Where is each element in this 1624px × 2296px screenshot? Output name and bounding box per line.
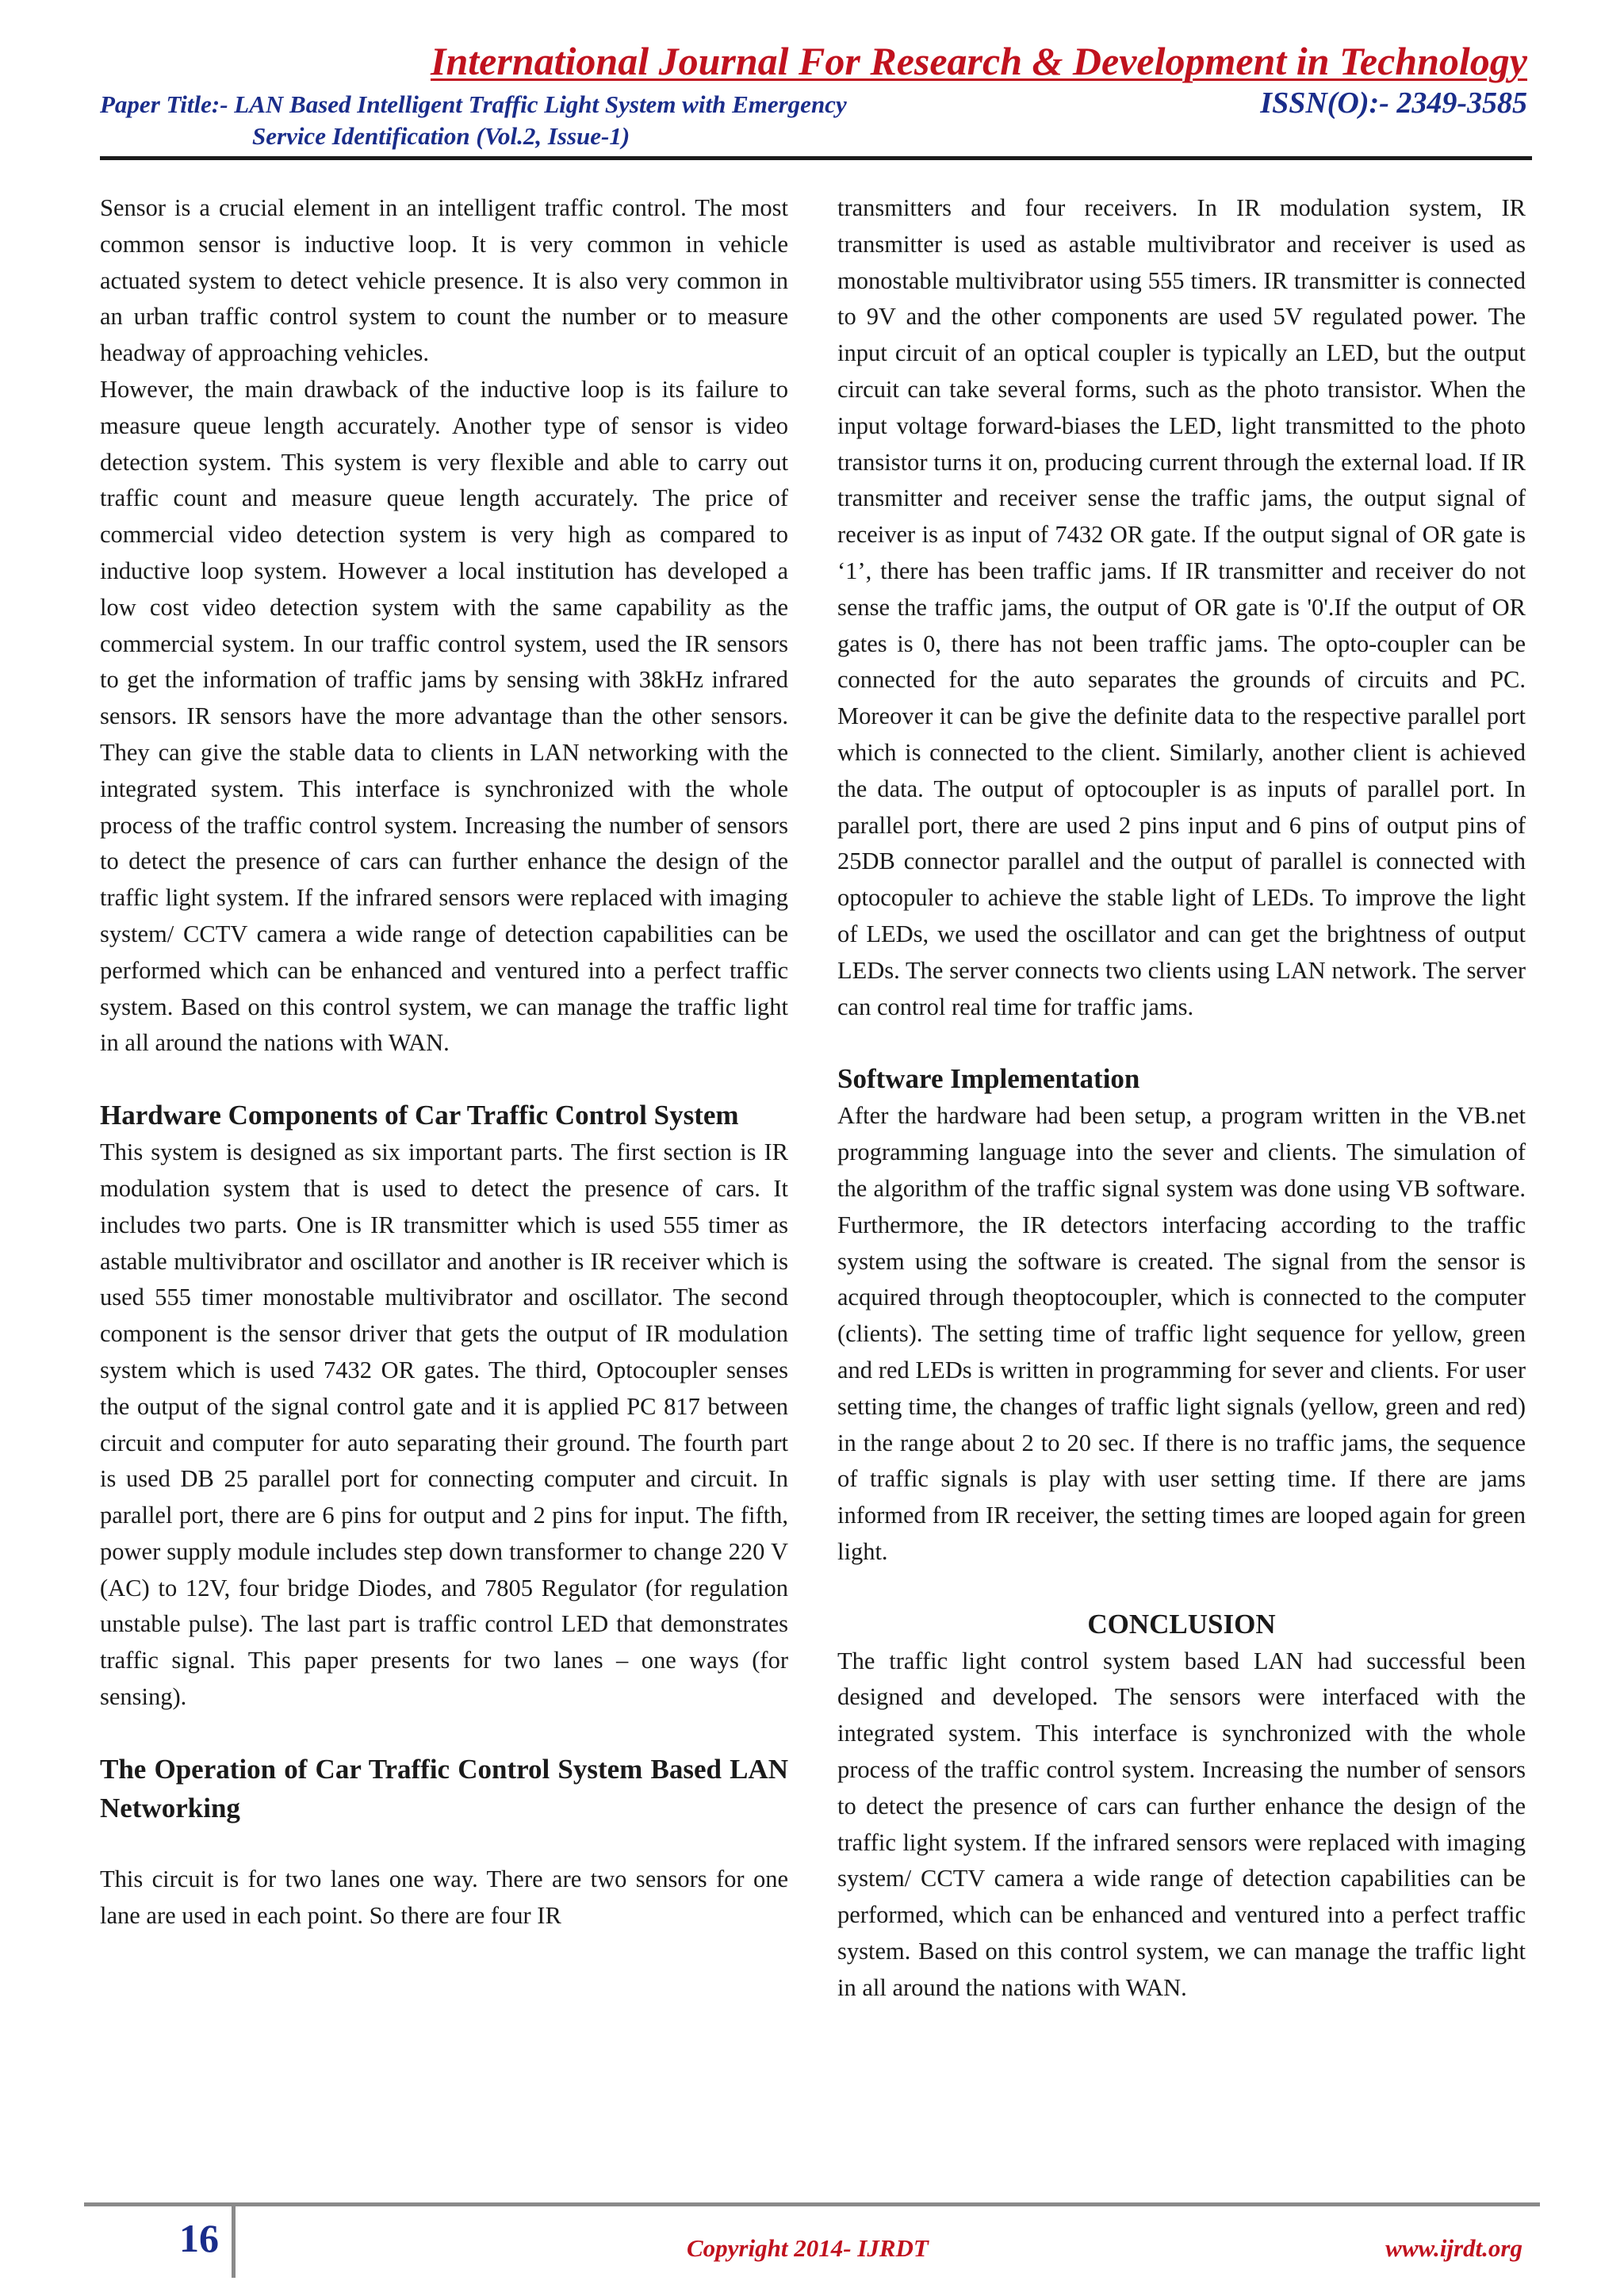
hardware-paragraph: This system is designed as six important parts. The first section is IR modulation system that is used to detect the presence of cars. It includes two parts. One is IR transmitter which is used 555 timer as astable multivibrator and oscillator and another is IR receiver which is used 555 timer monostable multivibrator and oscillator. The second component is the sensor driver that gets the output of IR modulation system which is used 7432 OR gates. The third, Optocoupler senses the output of the signal control gate and it is applied PC 817 between circuit and computer for auto separating their ground. The fourth part is used DB 25 parallel port for connecting computer and circuit. In parallel port, there are 6 pins for output and 2 pins for input. The fifth, power supply module includes step down transformer to change 220 V (AC) to 12V, four bridge Diodes, and 7805 Regulator (for regulation unstable pulse). The last part is traffic control LED that demonstrates traffic signal. This paper presents for two lanes – one ways (for sensing).: [100, 1138, 788, 1711]
copyright-text: Copyright 2014- IJRDT: [687, 2234, 929, 2262]
operation-heading: The Operation of Car Traffic Control System Based LAN Networking: [100, 1753, 788, 1823]
journal-title: International Journal For Research & Development in Technology: [430, 39, 1527, 83]
left-column: [100, 190, 788, 1934]
page-number: 16: [179, 2216, 219, 2260]
conclusion-paragraph: The traffic light control system based LAN had successful been designed and developed. The sensors were interfaced with the integrated system. This interface is synchronized with the whole process of the traffic control system. Increasing the number of sensors to detect the presence of cars can further enhance the design of the traffic light system. If the infrared sensors were replaced with imaging system/ CCTV camera a wide range of detection capabilities can be performed, which can be enhanced and ventured into a perfect traffic system. Based on this control system, we can manage the traffic light in all around the nations with WAN.: [837, 1647, 1526, 2001]
software-paragraph: After the hardware had been setup, a program written in the VB.net programming language into the sever and clients. The simulation of the algorithm of the traffic signal system was done using VB software. Furthermore, the IR detectors interfacing according to the traffic system using the software is created. The signal from the sensor is acquired through theoptocoupler, which is connected to the computer (clients). The setting time of traffic light sequence for yellow, green and red LEDs is written in programming for sever and clients. For user setting time, the changes of traffic light signals (yellow, green and red) in the range about 2 to 20 sec. If there is no traffic jams, the sequence of traffic signals is play with user setting time. If there are jams informed from IR receiver, the setting times are looped again for green light.: [837, 1102, 1526, 1565]
paper-title-line-1: Paper Title:- LAN Based Intelligent Traffic Light System with Emergency: [100, 90, 847, 118]
conclusion-heading: CONCLUSION: [1087, 1608, 1276, 1640]
intro-paragraph-1: Sensor is a crucial element in an intelligent traffic control. The most common sensor is inductive loop. It is very common in vehicle actuated system to detect vehicle presence. It is also very common in an urban traffic control system to count the number or to measure headway of approaching vehicles.: [100, 194, 788, 367]
issn-label: ISSN(O):- 2349-3585: [1260, 86, 1527, 120]
right-column: [837, 190, 1526, 2007]
footer-rule: [84, 2202, 1540, 2206]
header-rule: [100, 156, 1532, 160]
hardware-heading: Hardware Components of Car Traffic Control System: [100, 1100, 739, 1131]
operation-paragraph: This circuit is for two lanes one way. There are two sensors for one lane are used in each point. So there are four IR: [100, 1865, 788, 1929]
intro-paragraph-2: However, the main drawback of the inductive loop is its failure to measure queue length accurately. Another type of sensor is video detection system. This system is very flexible and able to carry out traffic count and measure queue length accurately. The price of commercial video detection system is very high as compared to inductive loop system. However a local institution has developed a low cost video detection system with the same capability as the commercial system. In our traffic control system, used the IR sensors to get the information of traffic jams by sensing with 38kHz infrared sensors. IR sensors have the more advantage than the other sensors. They can give the stable data to clients in LAN networking with the integrated system. This interface is synchronized with the whole process of the traffic control system. Increasing the number of sensors to detect the presence of cars can further enhance the design of the traffic light system. If the infrared sensors were replaced with imaging system/ CCTV camera a wide range of detection capabilities can be performed which can be enhanced and ventured into a perfect traffic system. Based on this control system, we can manage the traffic light in all around the nations with WAN.: [100, 375, 788, 1057]
software-heading: Software Implementation: [837, 1063, 1140, 1095]
footer-divider: [232, 2206, 236, 2278]
paper-title-line-2: Service Identification (Vol.2, Issue-1): [252, 122, 630, 150]
website-link[interactable]: www.ijrdt.org: [1385, 2234, 1522, 2262]
operation-paragraph-continued: transmitters and four receivers. In IR modulation system, IR transmitter is used as astable multivibrator and receiver is used as monostable multivibrator using 555 timers. IR transmitter is connected to 9V and the other components are used 5V regulated power. The input circuit of an optical coupler is typically an LED, but the output circuit can take several forms, such as the photo transistor. When the input voltage forward-biases the LED, light transmitted to the photo transistor turns it on, producing current through the external load. If IR transmitter and receiver sense the traffic jams, the output signal of receiver is as input of 7432 OR gate. If the output signal of OR gate is ‘1’, there has been traffic jams. If IR transmitter and receiver do not sense the traffic jams, the output of OR gate is '0'.If the output of OR gates is 0, there has not been traffic jams. The opto-coupler can be connected for the auto separates the grounds of circuits and PC. Moreover it can be give the definite data to the respective parallel port which is connected to the client. Similarly, another client is achieved the data. The output of optocoupler is as inputs of parallel port. In parallel port, there are used 2 pins input and 6 pins of output pins of 25DB connector parallel and the output of parallel is connected with optocopuler to achieve the stable light of LEDs. To improve the light of LEDs, we used the oscillator and can get the brightness of output LEDs. The server connects two clients using LAN network. The server can control real time for traffic jams.: [837, 194, 1526, 1020]
